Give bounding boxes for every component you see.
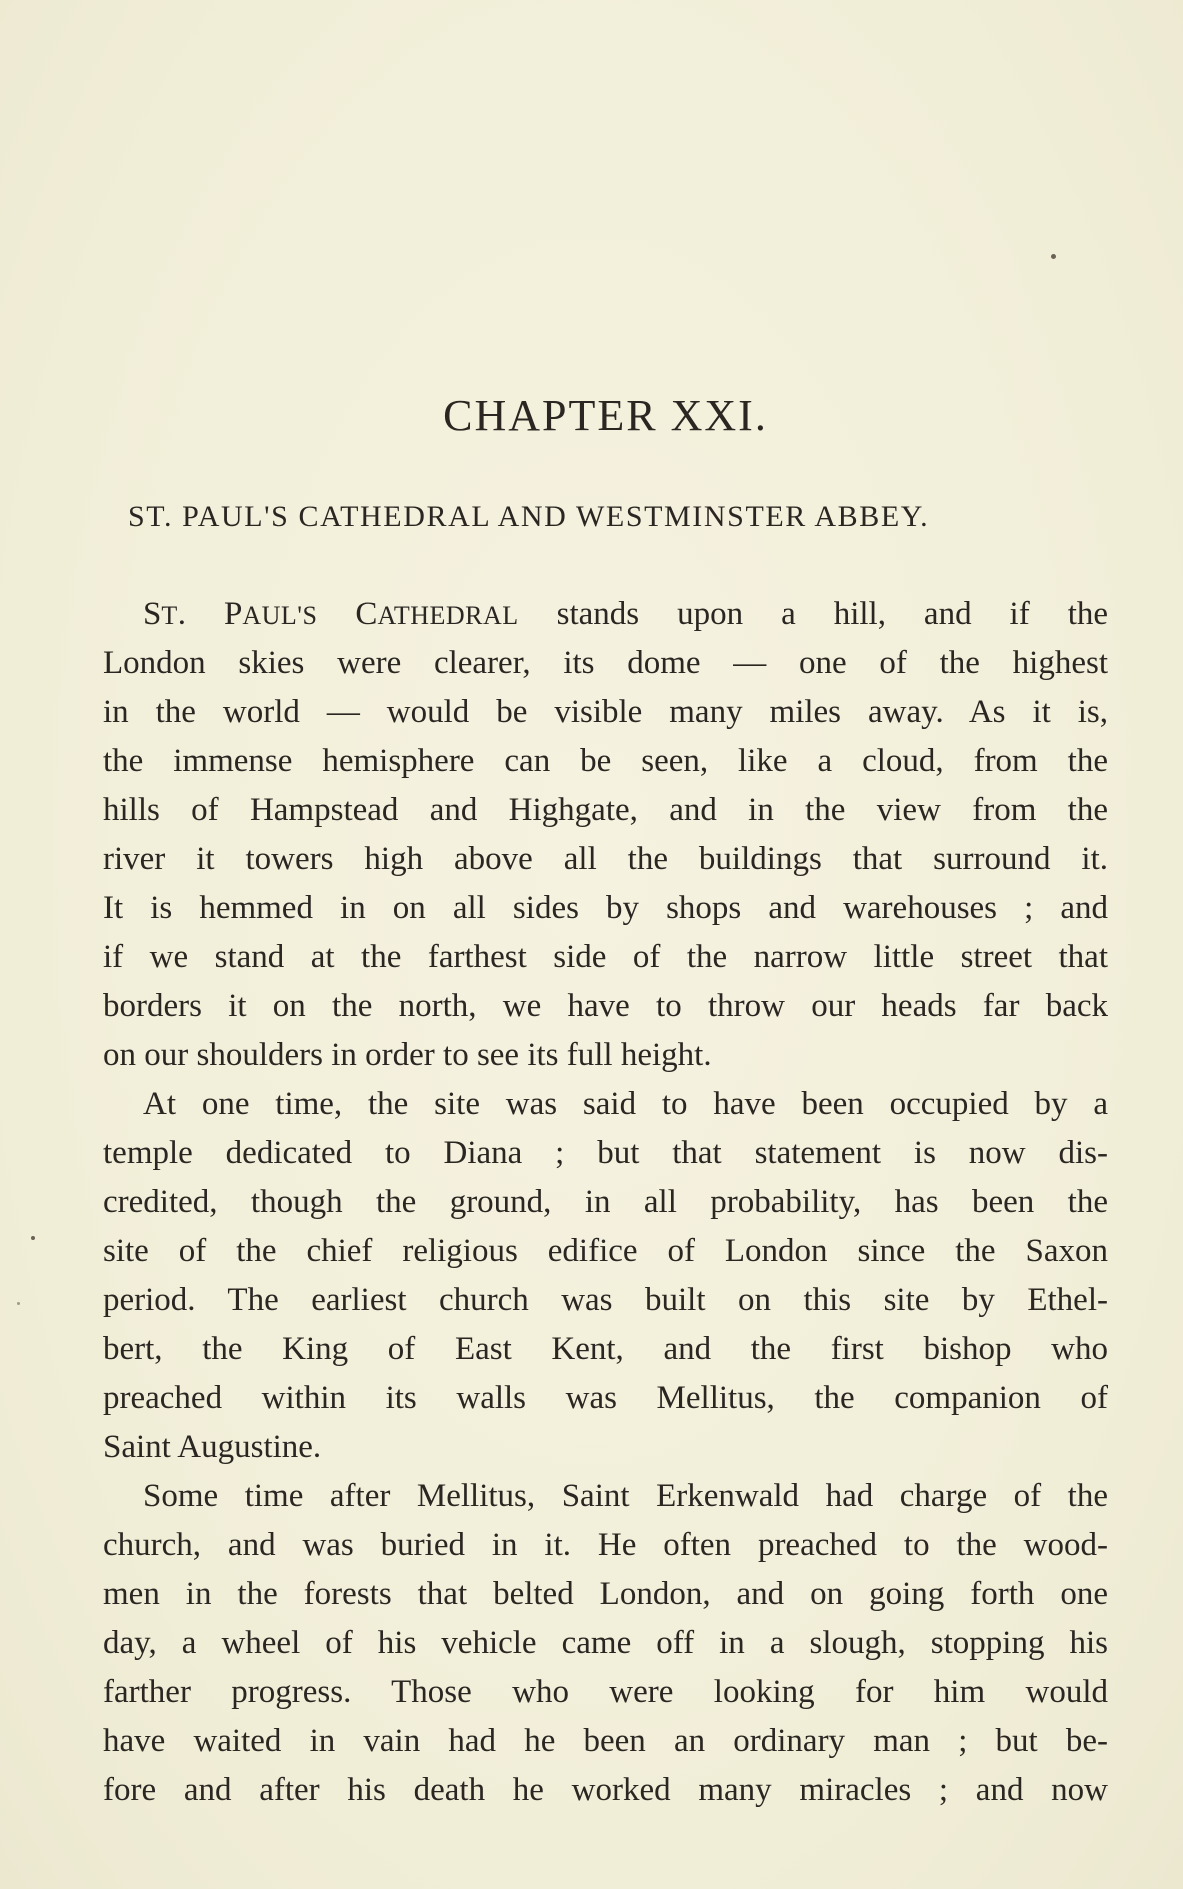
small-caps-text: ATHEDRAL xyxy=(377,601,519,630)
text-line: the immense hemisphere can be seen, like a cloud, from the xyxy=(103,743,1108,779)
text-line: bert, the King of East Kent, and the first bishop who xyxy=(103,1331,1108,1367)
text-line: if we stand at the farthest side of the narrow little street that xyxy=(103,939,1108,975)
print-speck xyxy=(17,1302,20,1305)
text-line: day, a wheel of his vehicle came off in a slough, stopping his xyxy=(103,1625,1108,1661)
text-line: It is hemmed in on all sides by shops and warehouses ; and xyxy=(103,890,1108,926)
text-line: have waited in vain had he been an ordinary man ; but be- xyxy=(103,1723,1108,1759)
text-line: men in the forests that belted London, and on going forth one xyxy=(103,1576,1108,1612)
text-line: Saint Augustine. xyxy=(103,1429,322,1465)
small-caps-text: T xyxy=(161,601,178,630)
text-line: in the world — would be visible many miles away. As it is, xyxy=(103,694,1108,730)
body-text xyxy=(103,590,1108,1815)
text-line: London skies were clearer, its dome — one of the highest xyxy=(103,645,1108,681)
text-line: credited, though the ground, in all probability, has been the xyxy=(103,1184,1108,1220)
print-speck xyxy=(1051,254,1056,259)
print-speck xyxy=(31,1236,35,1240)
text-line: church, and was buried in it. He often preached to the wood- xyxy=(103,1527,1108,1563)
line-text: stands upon a hill, and if the xyxy=(518,596,1109,632)
text-line: preached within its walls was Mellitus, the companion of xyxy=(103,1380,1108,1416)
text-line: farther progress. Those who were looking for him would xyxy=(103,1674,1108,1710)
text-line: hills of Hampstead and Highgate, and in the view from the xyxy=(103,792,1108,828)
text-line: river it towers high above all the buildings that surround it. xyxy=(103,841,1108,877)
text-line xyxy=(103,590,1108,639)
text-line: borders it on the north, we have to throw our heads far back xyxy=(103,988,1108,1024)
small-caps-initial: S xyxy=(143,596,162,632)
small-caps-initial: C xyxy=(317,596,378,632)
small-caps-initial: . P xyxy=(177,596,243,632)
text-line: Some time after Mellitus, Saint Erkenwald had charge of the xyxy=(143,1478,1108,1514)
text-line: on our shoulders in order to see its full height. xyxy=(103,1037,712,1073)
chapter-heading: CHAPTER XXI. xyxy=(443,391,768,440)
text-line: fore and after his death he worked many miracles ; and now xyxy=(103,1772,1108,1808)
small-caps-text: AUL'S xyxy=(242,601,318,630)
chapter-subtitle: ST. PAUL'S CATHEDRAL AND WESTMINSTER ABBEY. xyxy=(128,500,930,533)
text-line: At one time, the site was said to have been occupied by a xyxy=(143,1086,1108,1122)
text-line: period. The earliest church was built on this site by Ethel- xyxy=(103,1282,1108,1318)
text-line: temple dedicated to Diana ; but that statement is now dis- xyxy=(103,1135,1108,1171)
text-line: site of the chief religious edifice of London since the Saxon xyxy=(103,1233,1108,1269)
